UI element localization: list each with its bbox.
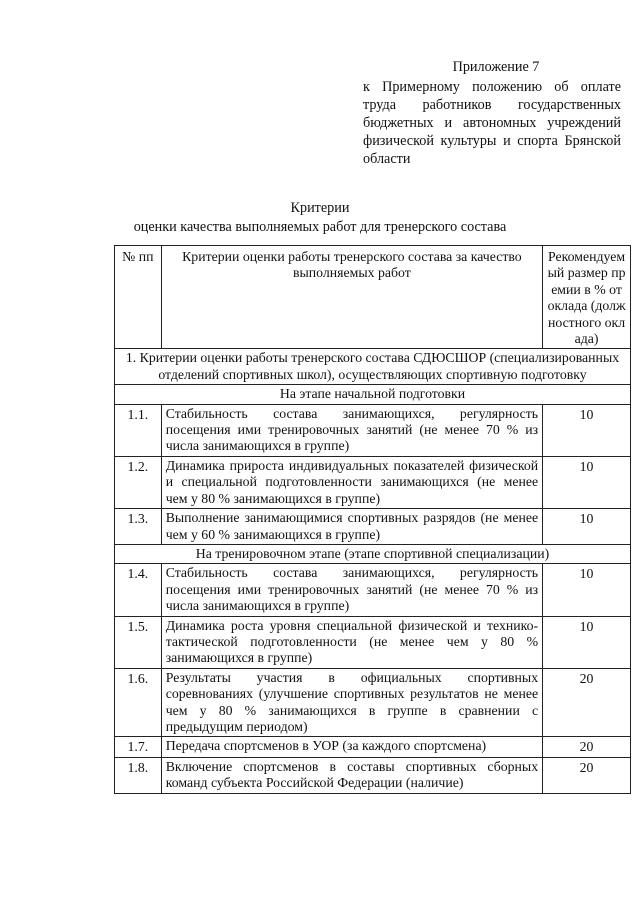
stage-training: На тренировочном этапе (этапе спортивной специализации) (115, 544, 631, 563)
row-criteria: Динамика роста уровня специальной физической и технико-тактической подготовленности (не менее чем у 80 % занимающихся в группе) (161, 616, 542, 668)
row-bonus: 10 (543, 456, 631, 508)
appendix-text: к Примерному положению об оплате труда работников государственных бюджетных и автономных учреждений физической культуры и спорта Брянской области (363, 79, 621, 167)
stage-initial: На этапе начальной подготовки (115, 385, 631, 404)
row-bonus: 10 (543, 616, 631, 668)
row-criteria: Включение спортсменов в составы спортивных сборных команд субъекта Российской Федерации (наличие) (161, 757, 542, 793)
document-subtitle: оценки качества выполняемых работ для тренерского состава (133, 219, 507, 235)
row-num: 1.5. (115, 616, 162, 668)
criteria-table (114, 245, 631, 794)
section-row (115, 349, 631, 385)
row-num: 1.7. (115, 737, 162, 757)
row-bonus: 10 (543, 564, 631, 616)
row-bonus: 10 (543, 404, 631, 456)
section-1-title: 1. Критерии оценки работы тренерского состава СДЮСШОР (специализированных отделений спортивных школ), осуществляющих спортивную подготовку (115, 349, 631, 385)
row-bonus: 20 (543, 757, 631, 793)
row-criteria: Динамика прироста индивидуальных показателей физической и специальной подготовленности занимающихся (не менее чем у 80 % занимающихся в группе) (161, 456, 542, 508)
header-criteria: Критерии оценки работы тренерского состава за качество выполняемых работ (161, 246, 542, 349)
row-bonus: 20 (543, 668, 631, 737)
table-row (115, 737, 631, 757)
row-criteria: Выполнение занимающимися спортивных разрядов (не менее чем у 60 % занимающихся в группе) (161, 509, 542, 545)
row-num: 1.2. (115, 456, 162, 508)
table-row (115, 668, 631, 737)
row-num: 1.4. (115, 564, 162, 616)
table-row (115, 757, 631, 793)
table-row (115, 616, 631, 668)
row-criteria: Стабильность состава занимающихся, регулярность посещения ими тренировочных занятий (не менее 70 % из числа занимающихся в группе) (161, 564, 542, 616)
row-num: 1.6. (115, 668, 162, 737)
row-criteria: Стабильность состава занимающихся, регулярность посещения ими тренировочных занятий (не менее 70 % из числа занимающихся в группе) (161, 404, 542, 456)
row-bonus: 10 (543, 509, 631, 545)
row-num: 1.1. (115, 404, 162, 456)
row-criteria: Результаты участия в официальных спортивных соревнованиях (улучшение спортивных результатов не менее чем у 80 % занимающихся в группе в сравнении с предыдущим периодом) (161, 668, 542, 737)
header-num: № пп (115, 246, 162, 349)
row-criteria: Передача спортсменов в УОР (за каждого спортсмена) (161, 737, 542, 757)
row-num: 1.8. (115, 757, 162, 793)
table-row (115, 509, 631, 545)
table-row (115, 564, 631, 616)
stage-row (115, 385, 631, 404)
document-title: Критерии (290, 200, 350, 216)
row-bonus: 20 (543, 737, 631, 757)
table-header-row (115, 246, 631, 349)
appendix-note (363, 58, 621, 168)
appendix-title: Приложение 7 (452, 59, 540, 75)
header-bonus: Рекомендуемый размер премии в % от оклада (должностного оклада) (543, 246, 631, 349)
table-row (115, 404, 631, 456)
stage-row (115, 544, 631, 563)
row-num: 1.3. (115, 509, 162, 545)
table-row (115, 456, 631, 508)
